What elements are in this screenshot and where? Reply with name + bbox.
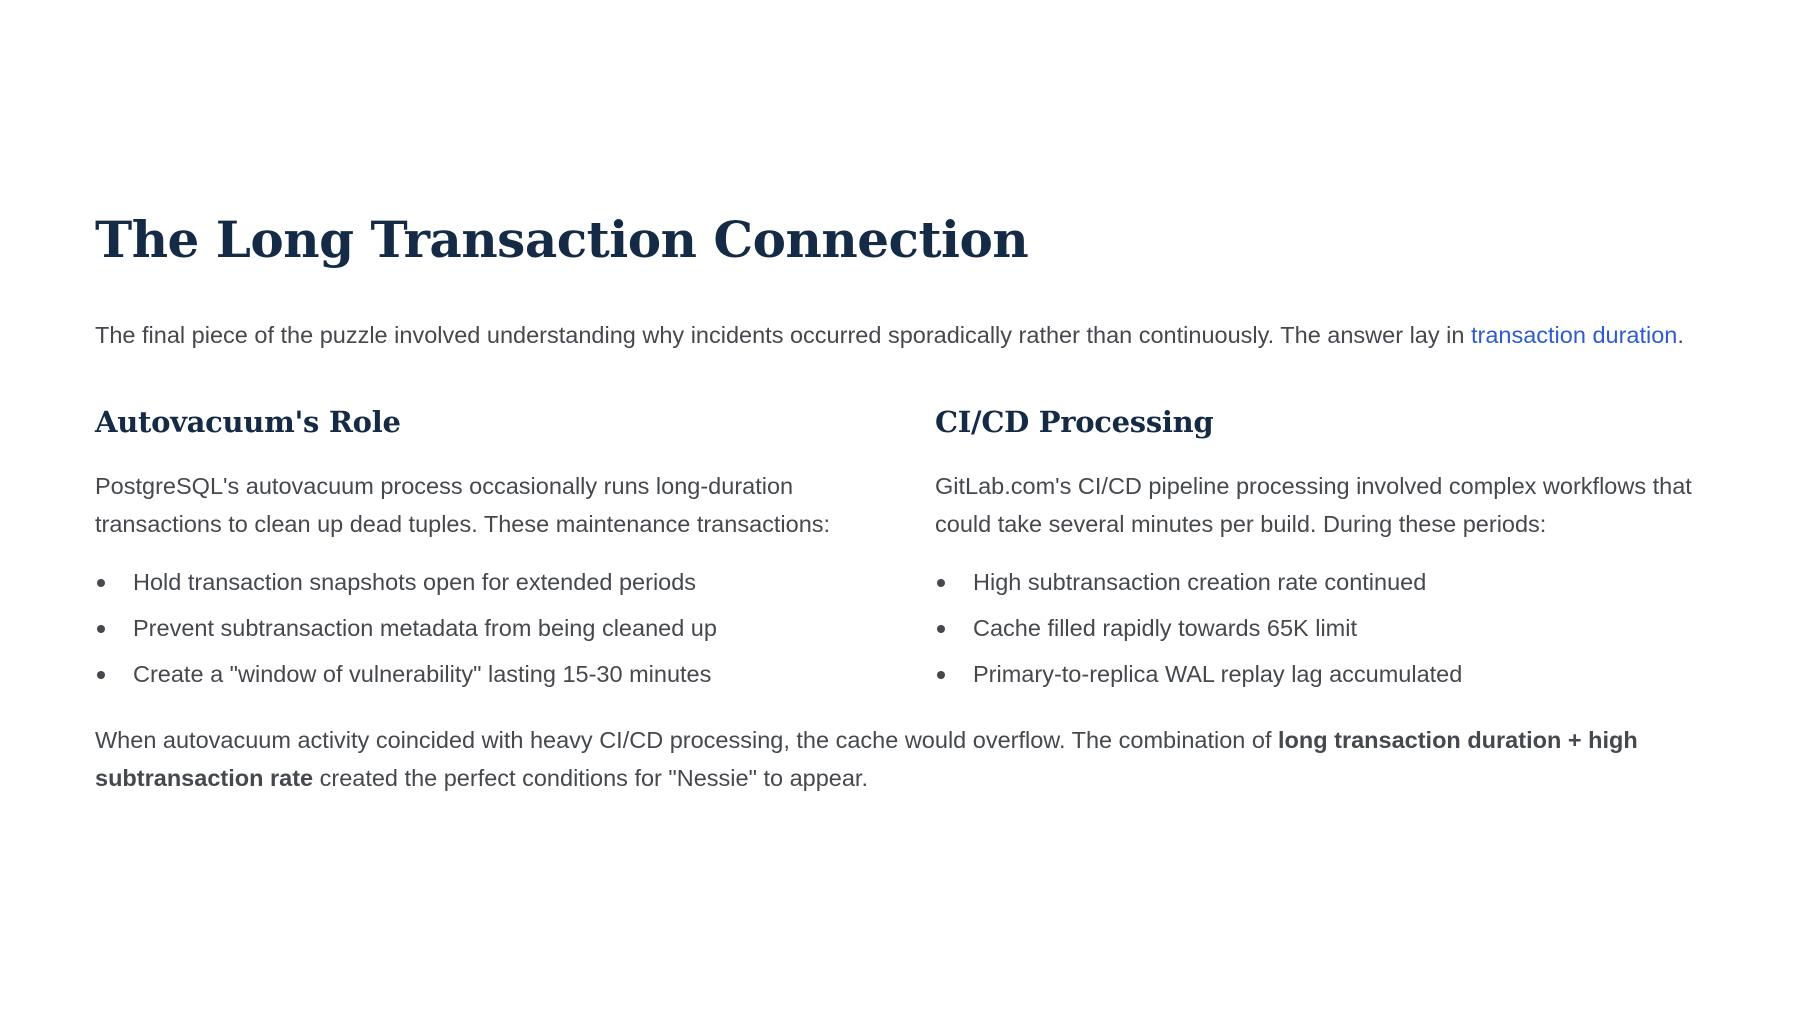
slide [95,205,1715,797]
list-item-text: Prevent subtransaction metadata from being cleaned up [133,615,717,641]
intro-text: The final piece of the puzzle involved understanding why incidents occurred sporadically rather than continuously. The answer lay in [95,322,1471,348]
two-column-section [95,401,1715,697]
conclusion-emphasis: long transaction duration + high subtransaction rate [95,727,1638,791]
conclusion-paragraph [95,721,1715,797]
bullet-icon [937,625,945,633]
list-item [935,605,1715,651]
list-item [95,651,935,697]
transaction-duration-link[interactable]: transaction duration [1470,322,1678,348]
autovacuum-list [95,559,935,697]
autovacuum-paragraph: PostgreSQL's autovacuum process occasionally runs long-duration transactions to clean up dead tuples. These maintenance transactions: [95,473,831,537]
conclusion-text: When autovacuum activity coincided with heavy CI/CD processing, the cache would overflow. The combination of [95,727,1278,753]
list-item [95,559,935,605]
list-item [95,605,935,651]
autovacuum-heading: Autovacuum's Role [95,405,401,439]
list-item-text: Cache filled rapidly towards 65K limit [973,615,1357,641]
list-item-text: Create a "window of vulnerability" lasting 15-30 minutes [133,661,712,687]
list-item-text: Primary-to-replica WAL replay lag accumulated [973,661,1463,687]
bullet-icon [97,671,105,679]
list-item [935,651,1715,697]
page-title: The Long Transaction Connection [95,210,1029,269]
list-item [935,559,1715,605]
conclusion-text-end: created the perfect conditions for "Nessie" to appear. [313,765,868,791]
list-item-text: Hold transaction snapshots open for extended periods [133,569,697,595]
intro-text-end: . [1677,322,1684,348]
intro-paragraph [95,317,1715,353]
bullet-icon [97,579,105,587]
cicd-column [935,401,1715,697]
bullet-icon [937,579,945,587]
cicd-paragraph: GitLab.com's CI/CD pipeline processing involved complex workflows that could take several minutes per build. During these periods: [935,473,1692,537]
bullet-icon [937,671,945,679]
cicd-list [935,559,1715,697]
bullet-icon [97,625,105,633]
list-item-text: High subtransaction creation rate continued [973,569,1427,595]
cicd-heading: CI/CD Processing [935,405,1214,439]
autovacuum-column [95,401,935,697]
